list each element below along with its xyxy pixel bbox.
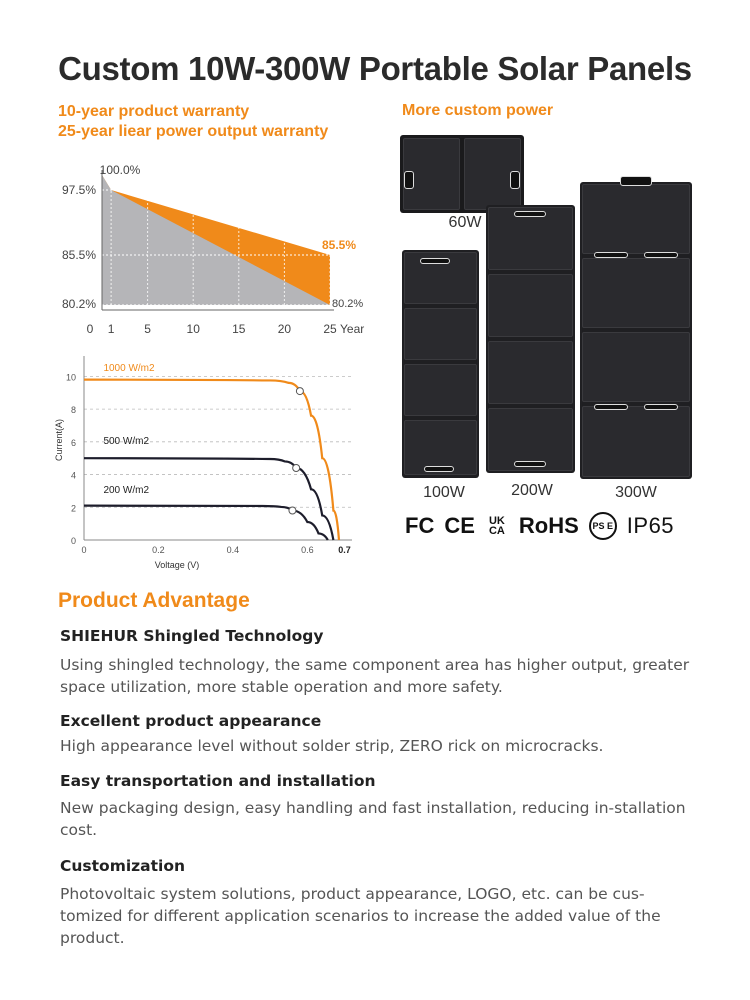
annotation-upper: 85.5% bbox=[322, 238, 357, 252]
panel-handle bbox=[404, 171, 414, 189]
panel-handle bbox=[620, 176, 652, 186]
certification-marks bbox=[405, 512, 674, 540]
x-axis-label: Year bbox=[340, 322, 365, 336]
panel-cell bbox=[404, 308, 477, 360]
y-tick-label: 4 bbox=[70, 470, 76, 481]
x-tick-label: 0 bbox=[81, 545, 87, 555]
series-label: 200 W/m2 bbox=[103, 485, 150, 497]
y-tick-label: 8 bbox=[70, 405, 76, 416]
panel-200w-image bbox=[486, 205, 575, 473]
x-tick-label: 15 bbox=[232, 322, 246, 336]
advantage-title: Excellent product appearance bbox=[60, 712, 322, 730]
x-axis-label: Voltage (V) bbox=[154, 560, 200, 570]
series-label: 1000 W/m2 bbox=[103, 363, 155, 375]
x-tick-label: 0.2 bbox=[152, 545, 165, 555]
advantage-text: Using shingled technology, the same component area has higher output, greater space utilization, more stable operation and more safety. bbox=[60, 656, 690, 696]
panel-handle bbox=[644, 252, 678, 258]
warranty-text bbox=[58, 102, 328, 142]
panel-handle bbox=[514, 461, 546, 467]
panel-cell bbox=[582, 258, 690, 328]
y-tick-label: 0 bbox=[70, 536, 76, 546]
rohs-mark-icon: RoHS bbox=[518, 513, 579, 538]
panel-100w-image bbox=[402, 250, 479, 478]
advantage-text: High appearance level without solder strip, ZERO rick on microcracks. bbox=[60, 737, 604, 755]
advantage-text: New packaging design, easy handling and fast installation, reducing in-stallation cost. bbox=[60, 799, 686, 839]
panel-handle bbox=[594, 252, 628, 258]
panel-cell bbox=[488, 274, 573, 337]
x-tick-label: 0.4 bbox=[226, 545, 240, 555]
iv-curve-chart bbox=[40, 350, 370, 575]
panel-handle bbox=[644, 404, 678, 410]
max-power-point bbox=[293, 465, 300, 472]
warranty-line-2: 25-year liear power output warranty bbox=[58, 123, 329, 140]
x-tick-label: 5 bbox=[144, 322, 151, 336]
y-tick-label: 80.2% bbox=[61, 297, 96, 311]
y-tick-label: 2 bbox=[70, 503, 76, 514]
ukca-bottom: CA bbox=[488, 525, 505, 537]
advantage-title: SHIEHUR Shingled Technology bbox=[60, 627, 324, 645]
x-tick-label: 20 bbox=[277, 322, 292, 336]
panel-300w-image bbox=[580, 182, 692, 479]
max-power-point bbox=[289, 507, 296, 514]
x-tick-label: 0 bbox=[86, 322, 94, 336]
warranty-chart bbox=[30, 160, 370, 345]
y-tick-label: 97.5% bbox=[61, 183, 96, 197]
page-title: Custom 10W-300W Portable Solar Panels bbox=[58, 50, 692, 87]
advantage-title: Easy transportation and installation bbox=[60, 772, 376, 790]
pse-mark-icon: PS E bbox=[589, 512, 617, 540]
y-tick-label: 10 bbox=[65, 372, 76, 383]
advantage-heading: Product Advantage bbox=[58, 589, 250, 612]
ce-mark-icon: CE bbox=[444, 513, 475, 538]
label-100w: 100W bbox=[423, 484, 465, 501]
ukca-top: UK bbox=[488, 515, 505, 527]
y-tick-label: 6 bbox=[70, 437, 76, 448]
y-tick-label: 100.0% bbox=[99, 163, 141, 177]
x-tick-label: 0.7 bbox=[338, 545, 351, 555]
panel-cell bbox=[582, 406, 690, 477]
x-tick-label: 0.6 bbox=[301, 545, 314, 555]
advantage-title: Customization bbox=[60, 857, 186, 875]
label-60w: 60W bbox=[448, 214, 482, 231]
series-label: 500 W/m2 bbox=[103, 436, 150, 447]
annotation-lower: 80.2% bbox=[332, 298, 364, 310]
panel-handle bbox=[514, 211, 546, 217]
panel-cell bbox=[582, 184, 690, 254]
y-tick-label: 85.5% bbox=[61, 248, 96, 262]
panel-cell bbox=[404, 364, 477, 416]
panel-handle bbox=[424, 466, 454, 472]
fcc-mark-icon: FC bbox=[405, 513, 435, 538]
warranty-line-1: 10-year product warranty bbox=[58, 103, 250, 120]
more-power-label: More custom power bbox=[402, 102, 554, 119]
iv-curve-line bbox=[84, 380, 339, 540]
panel-cell bbox=[488, 341, 573, 404]
panel-handle bbox=[420, 258, 450, 264]
label-200w: 200W bbox=[511, 482, 553, 499]
label-300w: 300W bbox=[615, 484, 657, 501]
ukca-mark-icon bbox=[485, 516, 509, 536]
panel-handle bbox=[510, 171, 520, 189]
panel-60w-image bbox=[400, 135, 524, 213]
ip65-rating: IP65 bbox=[626, 513, 675, 538]
x-tick-label: 10 bbox=[186, 322, 200, 336]
max-power-point bbox=[296, 388, 303, 395]
y-axis-label: Current(A) bbox=[54, 418, 64, 462]
panel-handle bbox=[594, 404, 628, 410]
panel-cell bbox=[582, 332, 690, 402]
advantage-text: Photovoltaic system solutions, product appearance, LOGO, etc. can be cus-tomized for different application scenarios to increase the added value of the product. bbox=[60, 885, 661, 947]
x-tick-label: 1 bbox=[107, 322, 115, 336]
x-tick-label: 25 bbox=[323, 322, 337, 336]
